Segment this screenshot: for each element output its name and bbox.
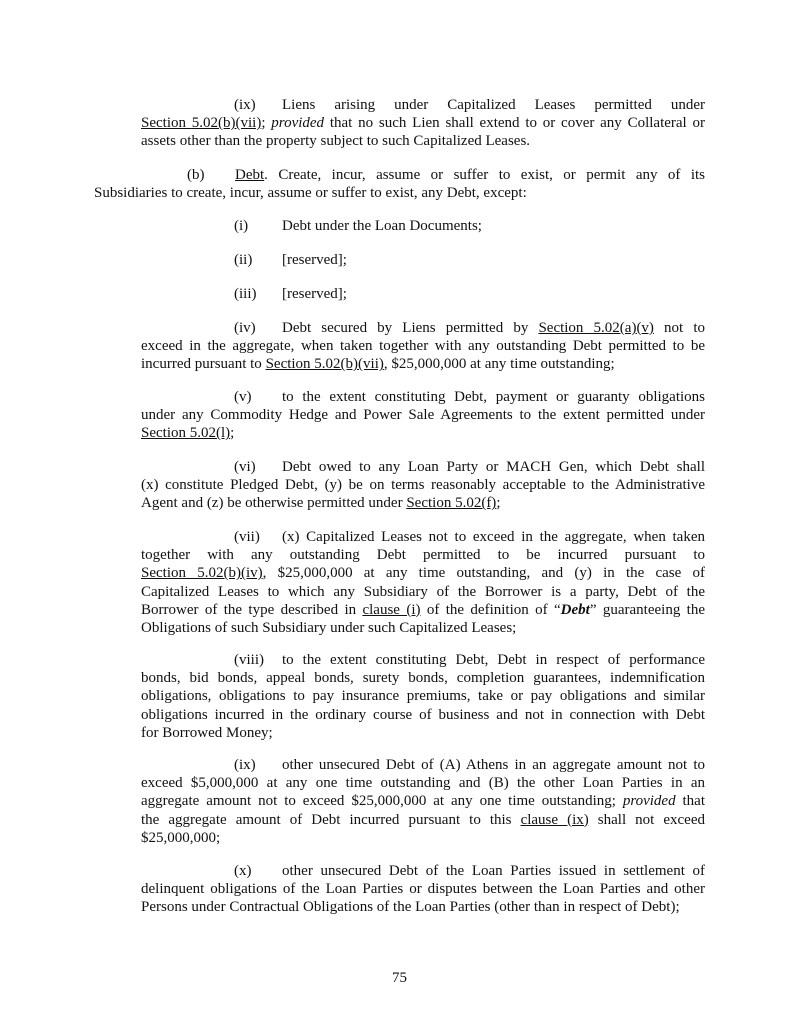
- clause-number: (vii): [234, 529, 260, 545]
- line: [141, 792, 705, 810]
- text: that no such Lien shall extend to or cover any Collateral or: [329, 115, 705, 132]
- text: Debt owed to any Loan Party or MACH Gen, which Debt shall: [282, 459, 705, 475]
- line: exceed in the aggregate, when taken together with any outstanding Debt permitted to be: [141, 338, 705, 355]
- clause-b-vi: [141, 458, 705, 513]
- line: [141, 811, 705, 829]
- line: [234, 285, 705, 303]
- clause-b-ix: [141, 756, 705, 847]
- clause-number: (vi): [234, 459, 256, 475]
- line: [141, 114, 705, 132]
- text: Borrower of the type described in: [141, 601, 357, 618]
- text: to the extent constituting Debt, Debt in respect of performance: [282, 652, 705, 668]
- text: to the extent constituting Debt, payment or guaranty obligations: [282, 389, 705, 405]
- line: [141, 862, 705, 880]
- line: [141, 319, 705, 337]
- section-reference: Section 5.02(b)(iv): [141, 565, 263, 582]
- text: Debt under the Loan Documents;: [282, 218, 482, 234]
- text: [reserved];: [282, 252, 347, 268]
- line: for Borrowed Money;: [141, 724, 273, 741]
- text: , $25,000,000 at any time outstanding;: [383, 356, 615, 373]
- text: incurred pursuant to: [141, 356, 262, 373]
- line: [141, 96, 705, 114]
- line: delinquent obligations of the Loan Parties or disputes between the Loan Parties and other: [141, 881, 705, 898]
- clause-number: (x): [234, 863, 252, 879]
- line: bonds, bid bonds, appeal bonds, surety bonds, completion guarantees, indemnification: [141, 670, 705, 687]
- text: ;: [230, 425, 235, 442]
- clause-b-iii: [234, 285, 705, 303]
- clause-b-i: [234, 217, 705, 235]
- text: other unsecured Debt of the Loan Parties issued in settlement of: [282, 863, 705, 879]
- line: [234, 251, 705, 269]
- text: Liens arising under Capitalized Leases permitted under: [282, 97, 705, 113]
- line: [141, 458, 705, 476]
- line: [141, 388, 705, 406]
- clause-number: (ix): [234, 757, 256, 773]
- section-reference: Section 5.02(b)(vii): [265, 356, 384, 373]
- line: [141, 564, 705, 582]
- line: exceed $5,000,000 at any one time outstanding and (B) the other Loan Parties in an: [141, 775, 705, 792]
- line: [234, 217, 705, 235]
- text: aggregate amount not to exceed $25,000,000 at any one time outstanding;: [141, 793, 616, 810]
- clause-number: (ix): [234, 97, 256, 113]
- text: shall not exceed: [597, 811, 705, 828]
- page-number: 75: [392, 970, 407, 986]
- line: together with any outstanding Debt permitted to be incurred pursuant to: [141, 547, 705, 564]
- clause-b-v: [141, 388, 705, 443]
- italic-term: provided: [622, 793, 676, 810]
- clause-number: (viii): [234, 652, 264, 668]
- text: (x) Capitalized Leases not to exceed in the aggregate, when taken: [282, 529, 705, 545]
- clause-number: (v): [234, 389, 252, 405]
- clause-b-ii: [234, 251, 705, 269]
- section-reference: Section 5.02(f): [406, 495, 497, 512]
- line: obligations incurred in the ordinary course of business and not in connection with Debt: [141, 706, 705, 723]
- clause-reference: clause (i): [362, 601, 421, 618]
- section-reference: Section 5.02(l): [141, 425, 231, 442]
- text: [reserved];: [282, 286, 347, 302]
- line: (x) constitute Pledged Debt, (y) be on terms reasonably acceptable to the Administrative: [141, 477, 705, 494]
- clause-number: (ii): [234, 252, 253, 268]
- text: . Create, incur, assume or suffer to exist, or permit any of its: [264, 167, 705, 183]
- text: not to: [664, 320, 705, 336]
- line: assets other than the property subject to such Capitalized Leases.: [141, 133, 531, 150]
- line: [141, 756, 705, 774]
- line: Obligations of such Subsidiary under such Capitalized Leases;: [141, 620, 517, 637]
- line: [141, 601, 705, 619]
- section-reference: Section 5.02(a)(v): [538, 320, 654, 336]
- line: Subsidiaries to create, incur, assume or suffer to exist, any Debt, except:: [94, 185, 527, 202]
- text: ” guaranteeing the: [589, 601, 706, 618]
- line: [141, 424, 705, 442]
- text: ;: [496, 495, 501, 512]
- clause-number: (iv): [234, 320, 256, 336]
- text: ;: [261, 115, 266, 132]
- clause-b-iv: [141, 319, 705, 374]
- line: Capitalized Leases to which any Subsidiary of the Borrower is a party, Debt of the: [141, 583, 705, 600]
- clause-a-ix: [141, 96, 705, 151]
- line: $25,000,000;: [141, 829, 221, 846]
- section-heading: Debt: [235, 167, 265, 183]
- line: [141, 355, 705, 373]
- clause-number: (i): [234, 218, 249, 234]
- defined-term: Debt: [560, 601, 590, 618]
- clause-b: [94, 166, 705, 202]
- clause-b-x: [141, 862, 705, 917]
- clause-b-vii: [141, 528, 705, 637]
- line: [141, 651, 705, 669]
- clause-reference: clause (ix): [520, 811, 589, 828]
- clause-number: (iii): [234, 286, 257, 302]
- clause-b-viii: [141, 651, 705, 742]
- text: , $25,000,000 at any time outstanding, and (y) in the case of: [262, 565, 706, 582]
- text: Agent and (z) be otherwise permitted under: [141, 495, 403, 512]
- clause-number: (b): [187, 167, 205, 183]
- line: under any Commodity Hedge and Power Sale Agreements to the extent permitted under: [141, 407, 705, 424]
- line: [141, 528, 705, 546]
- line: Persons under Contractual Obligations of the Loan Parties (other than in respect of Debt);: [141, 899, 680, 916]
- text: other unsecured Debt of (A) Athens in an aggregate amount not to: [282, 757, 705, 773]
- text: the aggregate amount of Debt incurred pursuant to this: [141, 811, 512, 828]
- line: [94, 166, 705, 184]
- italic-term: provided: [271, 115, 325, 132]
- section-reference: Section 5.02(b)(vii): [141, 115, 262, 132]
- line: [141, 494, 705, 512]
- text: Debt secured by Liens permitted by: [282, 320, 529, 336]
- line: obligations, obligations to pay insurance premiums, take or pay obligations and similar: [141, 688, 705, 705]
- text: that: [682, 793, 706, 810]
- text: of the definition of “: [426, 601, 561, 618]
